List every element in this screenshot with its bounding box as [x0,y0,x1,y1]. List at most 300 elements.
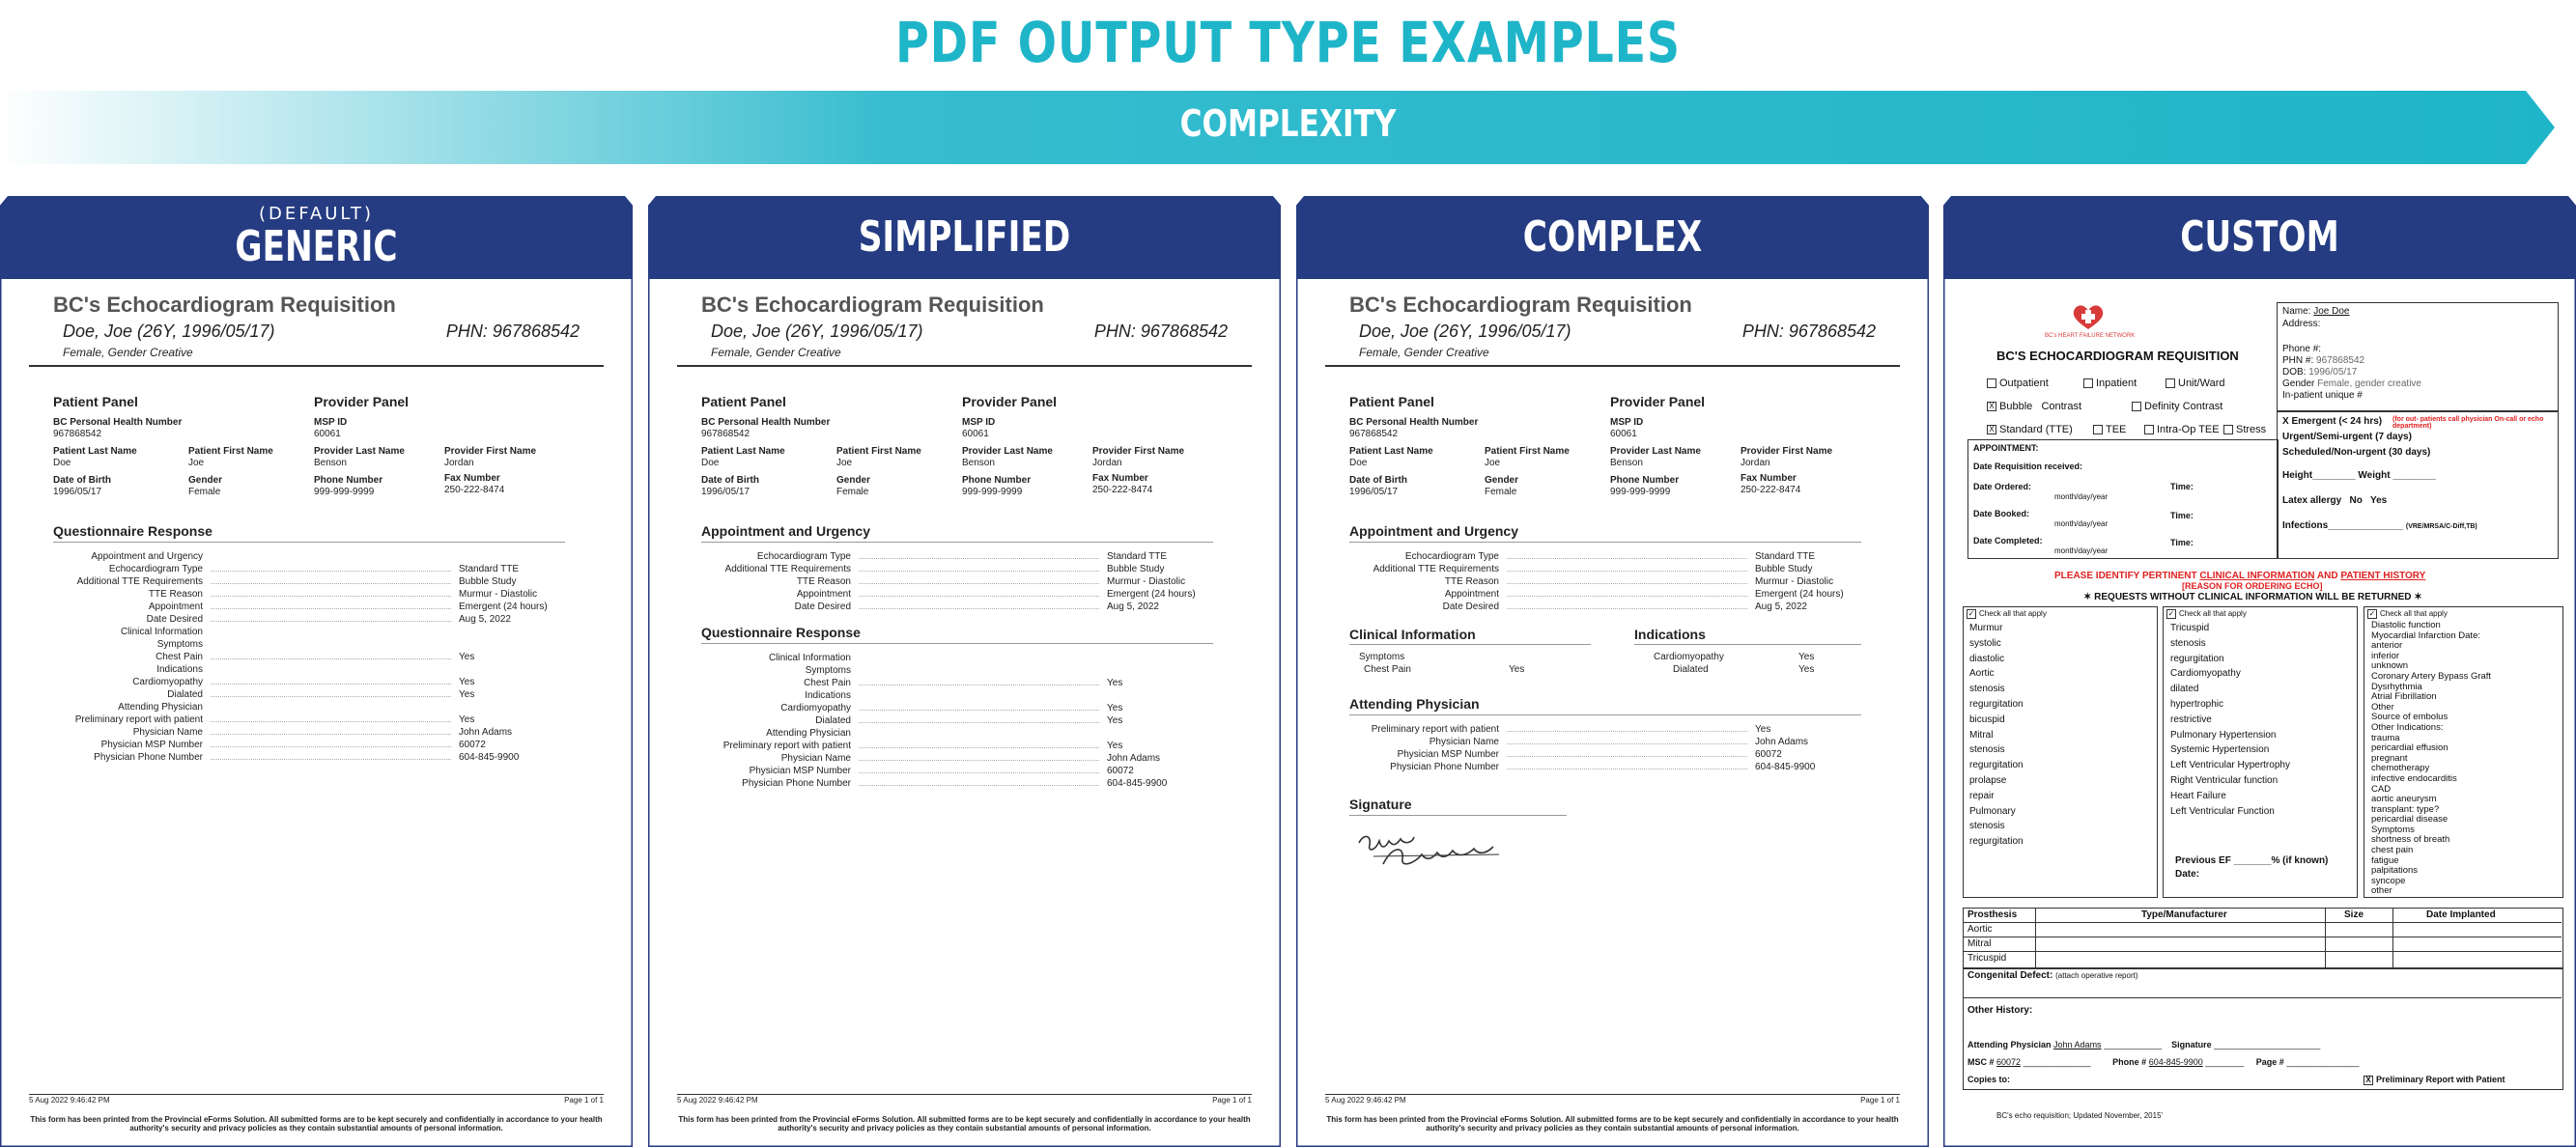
field-label: Latex allergy [2282,495,2342,506]
patient-phn: PHN: 967868542 [1093,322,1228,341]
field-value: 60061 [1610,429,1637,439]
field-label: Signature [2171,1040,2212,1049]
qa-key: TTE Reason [1444,576,1499,587]
qa-key: Symptoms [805,665,851,676]
checked-mark: X [2282,416,2289,427]
qa-list [1349,550,1861,613]
custom-requisition-form: BC's HEART FAILURE NETWORK BC'S ECHOCARDIOGRAM REQUISITION Name: Joe Doe Address: Phone #: PHN #: 967868542 DOB: 1996/05/17 Gender Female, gender creative In-patient unique # Outpatient Inpatient Unit/Ward X Bubble Contrast Definity Contrast X Standard (TTE) TEE Intra-Op TEE Stress APPOINTMENT: Date Requisition received: Date Ordered: month/day/year Time: Date Booked: month/day/year Time: Date Completed: month/day/year Time: X Emergent (< 24 hrs) (for out- patients call physician On-call or echo department) Urgent/Semi-urgent (7 days) Scheduled/Non-urgent (30 days) Height________ Weight ________ Latex allergy No Yes Infections______________ (VRE/MRSA/C-Diff,TB) PLEASE IDENTIFY PERTINENT CLINICAL INFORMATION AND PATIENT HISTORY [REASON FOR ORDERING ECHO] ✶ REQUESTS WITHOUT CLINICAL INFORMATION WILL BE RETURNED ✶ ✓ Check all that apply ✓ Check all that apply ✓ Check all that apply Murmur systolic diastolic Aortic stenosis regurgitation bicuspid Mitral stenosis regurgitation prolapse repair Pulmonary stenosis regurgitation Tricuspid stenosis regurgitation Cardiomyopathy dilated hypertrophic restrictive Pulmonary Hypertension Systemic Hypertension Left Ventricular Hypertrophy Right Ventricular function Heart Failure Left Ventricular Function Previous EF _______% (if known) Date: Diastolic function Myocardial Infarction Date: anterior inferior unknown Coronary Artery Bypass Graft Dysrhythmia Atrial Fibrillation Other Source of embolus Other Indications: trauma pericardial effusion pregnant chemotherapy infective endocarditis CAD aortic aneurysm transplant: type? pericardial disease Symptoms shortness of breath chest pain fatigue palpitations syncope other Prosthesis Type/Manufacturer Size Date Implanted Aortic Mitral Tricuspid Congenital Defect: (attach operative report) Other History: Attending Physician John Adams ____________ Signature ______________________ MSC # 60072 ______________ Phone # 604-845-9900 ________ Page # _______________ Copies to: X Preliminary Report with Patient BC's echo requisition; Updated November, 2015' [1958,293,2566,1133]
qa-row [1349,761,1861,773]
panel-custom [1943,196,2576,1147]
field-value: 60072 [1996,1057,2022,1067]
history-item: Symptoms [2371,824,2415,835]
field-label: Provider Last Name [1610,446,1701,457]
field-label: Fax Number [1741,473,1797,484]
field-label: Provider Last Name [962,446,1053,457]
option-label: Bubble [1999,401,2033,412]
qa-value: Standard TTE [1755,551,1816,562]
field-label: Patient First Name [836,446,921,457]
qa-value: Yes [1107,678,1123,688]
qa-row [1349,575,1861,588]
qa-value: Yes [1107,715,1123,726]
panel-simplified [648,196,1281,1147]
qa-list [701,652,1213,790]
checkbox-checked[interactable]: ✓ [2368,609,2376,618]
page-title: PDF OUTPUT TYPE EXAMPLES [894,10,1682,75]
history-item: Pulmonary Hypertension [2170,729,2277,741]
history-item: Aortic [1969,668,1995,680]
field-value: Female [188,487,221,497]
form-updated-note: BC's echo requisition; Updated November, 2015' [1996,1111,2164,1120]
history-item: syncope [2371,875,2406,886]
field-value: Jordan [1092,458,1122,468]
field-label: Address: [2282,319,2321,329]
field-value: Benson [1610,458,1643,468]
field-value: 967868542 [53,429,102,439]
qa-key: TTE Reason [148,589,203,600]
option-label: Preliminary Report with Patient [2376,1075,2505,1084]
qa-value: Yes [459,652,475,662]
history-item: Pulmonary [1969,805,2016,817]
qa-row [701,601,1213,613]
field-value: 1996/05/17 [701,487,750,497]
history-item: stenosis [1969,821,2005,832]
history-item: Tricuspid [2170,623,2210,633]
qa-value: Emergent (24 hours) [1107,589,1196,600]
option-label: Emergent (< 24 hrs) [2291,416,2383,427]
panel-subtitle: (DEFAULT) [258,204,374,224]
panel-fields [701,396,1252,512]
table-header: Prosthesis [1967,909,2018,920]
panel-header [0,196,633,279]
field-label: Patient Last Name [53,446,137,457]
qa-value [1107,652,1213,664]
qa-value: Aug 5, 2022 [1107,601,1159,612]
panel-title: GENERIC [235,222,398,271]
qa-key: Appointment [148,601,203,612]
history-item: Heart Failure [2170,790,2226,801]
field-value: Female, gender creative [2317,378,2421,389]
option-label: No [2349,495,2363,506]
patient-phn: PHN: 967868542 [1741,322,1876,341]
history-item: diastolic [1969,653,2005,664]
qa-value [459,638,565,651]
option-label: Inpatient [2096,378,2137,389]
qa-key: Chest Pain [1364,664,1411,675]
field-label: MSC # [1967,1057,1995,1067]
history-item: regurgitation [1969,698,2024,710]
qa-key: Preliminary report with patient [722,741,851,751]
qa-row [701,727,1213,740]
qa-value [1107,664,1213,677]
field-value: 999-999-9999 [1610,487,1671,497]
qa-value: 60072 [459,740,486,750]
qa-key: Dialated [815,715,851,726]
qa-key: Additional TTE Requirements [76,576,203,587]
qa-value [1107,689,1213,702]
qa-row [701,740,1213,752]
qa-row [701,689,1213,702]
field-label: MSP ID [962,417,996,428]
qa-row [1349,563,1861,575]
qa-row [53,626,565,638]
qa-value [459,663,565,676]
qa-value: Bubble Study [1107,564,1165,574]
field-value: Female [836,487,869,497]
history-item: Cardiomyopathy [2170,668,2241,680]
option-label: Yes [2370,495,2388,506]
qa-key: Cardiomyopathy [780,703,851,713]
history-box [1963,967,2563,1090]
qa-value: Yes [1798,664,1815,675]
qa-key: Echocardiogram Type [756,551,851,562]
qa-key: Dialated [1673,664,1709,675]
qa-value: Aug 5, 2022 [1755,601,1807,612]
field-label: Time: [2170,482,2194,491]
field-label: Patient First Name [188,446,273,457]
checkbox-checked[interactable]: ✓ [2167,609,2175,618]
field-value: 999-999-9999 [314,487,375,497]
qa-row [701,652,1213,664]
history-item: chest pain [2371,845,2414,856]
checkbox-checked[interactable]: ✓ [1967,609,1975,618]
qa-key: Physician Name [780,753,851,764]
qa-row [53,688,565,701]
field-label: Fax Number [444,473,500,484]
field-label: DOB: [2282,367,2307,378]
option-label: Scheduled/Non-urgent (30 days) [2282,447,2431,458]
section-heading: Clinical Information [1349,627,1476,642]
patient-gender: Female, Gender Creative [711,346,841,359]
patient-panel-heading: Patient Panel [53,394,138,409]
field-label: Phone Number [962,475,1032,486]
patient-panel-heading: Patient Panel [701,394,786,409]
history-item: aortic aneurysm [2371,794,2437,805]
qa-key: Additional TTE Requirements [724,564,851,574]
history-item: infective endocarditis [2371,772,2457,784]
qa-value: John Adams [1107,753,1161,764]
panel-title: COMPLEX [1522,212,1703,262]
qa-row [701,588,1213,601]
history-item: Right Ventricular function [2170,774,2279,786]
qa-value: Yes [459,714,475,725]
field-value: Doe [701,458,720,468]
field-value: Female [1485,487,1517,497]
field-value: 967868542 [2316,355,2365,366]
option-label: Intra-Op TEE [2157,424,2220,435]
field-label: Provider First Name [444,446,537,457]
footer-page: Page 1 of 1 [1212,1096,1252,1105]
patient-name: Doe, Joe (26Y, 1996/05/17) [63,322,275,341]
footer-note: This form has been printed from the Provincial eForms Solution. All submitted forms are to be kept securely and confidentially in accordance to your health authority's security and privacy policies as they contain substantial amounts of personal information. [1326,1115,1899,1133]
qa-value: Bubble Study [459,576,517,587]
table-header: Type/Manufacturer [2141,909,2227,920]
option-label: Definity Contrast [2144,401,2223,412]
qa-value: Yes [1107,741,1123,751]
history-item: Atrial Fibrillation [2371,691,2437,703]
qa-key: Appointment [796,589,851,600]
section-heading: Questionnaire Response [53,523,212,539]
table-cell: Tricuspid [1967,953,2007,964]
field-label: BC Personal Health Number [701,417,831,428]
history-item: shortness of breath [2371,834,2450,846]
panel-header [648,196,1281,279]
panel-header [1296,196,1929,279]
field-label: Date Ordered: [1973,482,2032,491]
qa-row [701,765,1213,777]
panel-title: SIMPLIFIED [858,212,1071,262]
panel-header [1943,196,2576,279]
history-item: inferior [2371,650,2400,661]
checkbox[interactable] [2144,425,2154,434]
qa-list [701,550,1213,613]
qa-value: Bubble Study [1755,564,1813,574]
field-label: Infections [2282,520,2329,531]
field-value: Joe [188,458,205,468]
qa-row [53,601,565,613]
field-value: 967868542 [701,429,750,439]
history-list [2170,621,2290,819]
qa-row [53,651,565,663]
heart-logo-icon [2069,302,2108,331]
field-value: 60061 [314,429,341,439]
qa-key: Chest Pain [804,678,851,688]
qa-key: Physician MSP Number [100,740,203,750]
qa-row [53,713,565,726]
requisition-document [677,293,1252,1133]
qa-value: Murmur - Diastolic [1755,576,1834,587]
qa-key: Date Desired [1442,601,1499,612]
qa-row [53,575,565,588]
qa-key: Cardiomyopathy [132,677,203,687]
provider-panel-heading: Provider Panel [1610,394,1706,409]
field-label: Time: [2170,538,2194,547]
qa-value: 604-845-9900 [459,752,520,763]
field-label: In-patient unique # [2282,390,2363,401]
history-item: dilated [2170,684,2199,695]
field-label: Phone # [2112,1057,2147,1067]
history-list [1969,621,2024,850]
checkbox[interactable] [2166,378,2175,388]
field-label: Provider First Name [1741,446,1833,457]
qa-value [459,550,565,563]
qa-value: Yes [1509,664,1525,675]
checkbox[interactable] [2083,378,2093,388]
history-item: regurgitation [1969,760,2024,771]
field-label: Name: [2282,306,2311,317]
field-value: Joe Doe [2313,306,2350,317]
qa-key: TTE Reason [796,576,851,587]
requisition-document [29,293,604,1133]
qa-key: Physician Name [132,727,203,738]
history-item: Source of embolus [2371,712,2449,723]
field-label: MSP ID [1610,417,1644,428]
checkbox-checked[interactable]: X [2364,1076,2373,1085]
field-hint: month/day/year [2054,492,2109,501]
history-item: bicuspid [1969,713,2005,725]
history-list [2371,621,2560,897]
qa-key: Dialated [167,689,203,700]
patient-gender: Female, Gender Creative [63,346,193,359]
provider-panel-heading: Provider Panel [962,394,1058,409]
qa-row [53,726,565,739]
field-label: Other History: [1967,1005,2033,1016]
qa-row [701,550,1213,563]
qa-key: Date Desired [794,601,851,612]
check-all-label: Check all that apply [2179,609,2247,619]
notice-text: AND [2316,571,2338,581]
field-value: 60061 [962,429,989,439]
table-header: Size [2344,909,2364,920]
field-label: Date Requisition received: [1973,462,2083,471]
qa-key: Date Desired [146,614,203,625]
field-label: Provider First Name [1092,446,1185,457]
qa-value: Yes [1755,724,1771,735]
checkbox[interactable] [2223,425,2233,434]
emergent-note: (for out- patients call physician On-call or echo department) [2392,416,2544,430]
doc-heading: BC's Echocardiogram Requisition [701,293,1044,317]
qa-key: Echocardiogram Type [108,564,203,574]
field-value: 1996/05/17 [1349,487,1399,497]
qa-row [1349,748,1861,761]
notice-reason: [REASON FOR ORDERING ECHO] [2182,581,2323,591]
field-label: Gender [1485,475,1519,486]
network-name: BC's HEART FAILURE NETWORK [2045,333,2136,339]
checkbox[interactable] [2132,402,2141,411]
history-item: anterior [2371,640,2403,652]
section-heading: Appointment and Urgency [1349,523,1519,539]
history-item: unknown [2371,660,2409,672]
history-item: stenosis [2170,637,2206,649]
field-value: Benson [962,458,995,468]
option-label: Contrast [2041,401,2082,412]
option-label: Outpatient [1999,378,2049,389]
history-item: trauma [2371,732,2400,743]
notice-requests: ✶ REQUESTS WITHOUT CLINICAL INFORMATION WILL BE RETURNED ✶ [2083,592,2422,602]
qa-key: Physician Name [1429,737,1499,747]
history-item: Systemic Hypertension [2170,744,2270,756]
qa-key: Echocardiogram Type [1404,551,1499,562]
footer-date: 5 Aug 2022 9:46:42 PM [29,1096,110,1105]
qa-value [459,701,565,713]
notice-text: PATIENT HISTORY [2340,571,2426,581]
option-label: Urgent/Semi-urgent (7 days) [2282,432,2412,442]
qa-key: Chest Pain [156,652,203,662]
field-value: 1996/05/17 [2308,367,2358,378]
doc-heading: BC's Echocardiogram Requisition [1349,293,1692,317]
history-item: Diastolic function [2371,620,2441,630]
history-item: transplant: type? [2371,803,2440,815]
qa-value: 604-845-9900 [1755,762,1816,772]
field-value: 250-222-8474 [444,485,505,495]
field-hint: month/day/year [2054,546,2109,555]
field-label: Date of Birth [53,475,111,486]
field-value: 250-222-8474 [1741,485,1801,495]
provider-panel-heading: Provider Panel [314,394,410,409]
qa-value [459,626,565,638]
qa-row [701,575,1213,588]
qa-row [53,550,565,563]
footer-note: This form has been printed from the Provincial eForms Solution. All submitted forms are to be kept securely and confidentially in accordance to your health authority's security and privacy policies as they contain substantial amounts of personal information. [678,1115,1251,1133]
qa-key: Clinical Information [768,653,851,663]
check-all-label: Check all that apply [2380,609,2448,619]
history-item: regurgitation [2170,653,2224,664]
section-heading: Indications [1634,627,1706,642]
field-label: Phone Number [1610,475,1680,486]
qa-row [701,664,1213,677]
notice-text: CLINICAL INFORMATION [2199,571,2315,581]
qa-key: Appointment and Urgency [91,551,203,562]
checkbox[interactable] [1987,378,1996,388]
complexity-label: COMPLEXITY [1179,102,1397,145]
panel-generic [0,196,633,1147]
field-label: BC Personal Health Number [1349,417,1479,428]
section-heading: Attending Physician [1349,696,1480,712]
qa-row [701,752,1213,765]
history-item: repair [1969,790,1995,801]
field-label: Patient First Name [1485,446,1570,457]
field-label: Date Completed: [1973,536,2043,546]
field-hint: (VRE/MRSA/C-Diff,TB) [2405,523,2477,530]
field-label: Date of Birth [701,475,759,486]
qa-value: 604-845-9900 [1107,778,1168,789]
qa-key: Appointment [1444,589,1499,600]
history-item: stenosis [1969,744,2005,756]
doc-footer [29,1094,604,1133]
notice-text: PLEASE IDENTIFY PERTINENT [2054,571,2197,581]
qa-row [701,563,1213,575]
qa-list [53,550,565,764]
qa-value: Aug 5, 2022 [459,614,511,625]
panel-fields [1349,396,1900,512]
field-label: Weight [2358,470,2391,481]
qa-key: Physician Phone Number [94,752,203,763]
footer-page: Page 1 of 1 [564,1096,604,1105]
field-label: Fax Number [1092,473,1148,484]
history-item: palpitations [2371,865,2419,877]
history-item: Other Indications: [2371,721,2444,733]
clinical-indications-block [1325,627,1900,704]
footer-date: 5 Aug 2022 9:46:42 PM [677,1096,758,1105]
checkbox[interactable] [2093,425,2103,434]
history-item: regurgitation [1969,836,2024,848]
footer-page: Page 1 of 1 [1860,1096,1900,1105]
history-item: Left Ventricular Function [2170,805,2275,817]
panel-complex [1296,196,1929,1147]
history-item: prolapse [1969,774,2007,786]
qa-value: Yes [1798,652,1815,662]
qa-row [53,739,565,751]
history-item: other [2371,885,2392,897]
field-value: Jordan [444,458,474,468]
qa-row [701,702,1213,714]
field-label: Gender [2282,378,2315,389]
field-label: PHN #: [2282,355,2314,366]
history-item: hypertrophic [2170,698,2224,710]
history-item: stenosis [1969,684,2005,695]
qa-value: 60072 [1107,766,1134,776]
qa-list [1349,723,1861,773]
patient-phn: PHN: 967868542 [445,322,580,341]
qa-key: Physician Phone Number [1390,762,1499,772]
checkbox-checked[interactable]: X [1987,402,1996,411]
panel-fields [53,396,604,512]
qa-value: Emergent (24 hours) [459,601,548,612]
doc-footer [1325,1094,1900,1133]
patient-name: Doe, Joe (26Y, 1996/05/17) [711,322,923,341]
patient-panel-heading: Patient Panel [1349,394,1434,409]
checkbox-checked[interactable]: X [1987,425,1996,434]
panel-title: CUSTOM [2180,212,2339,262]
